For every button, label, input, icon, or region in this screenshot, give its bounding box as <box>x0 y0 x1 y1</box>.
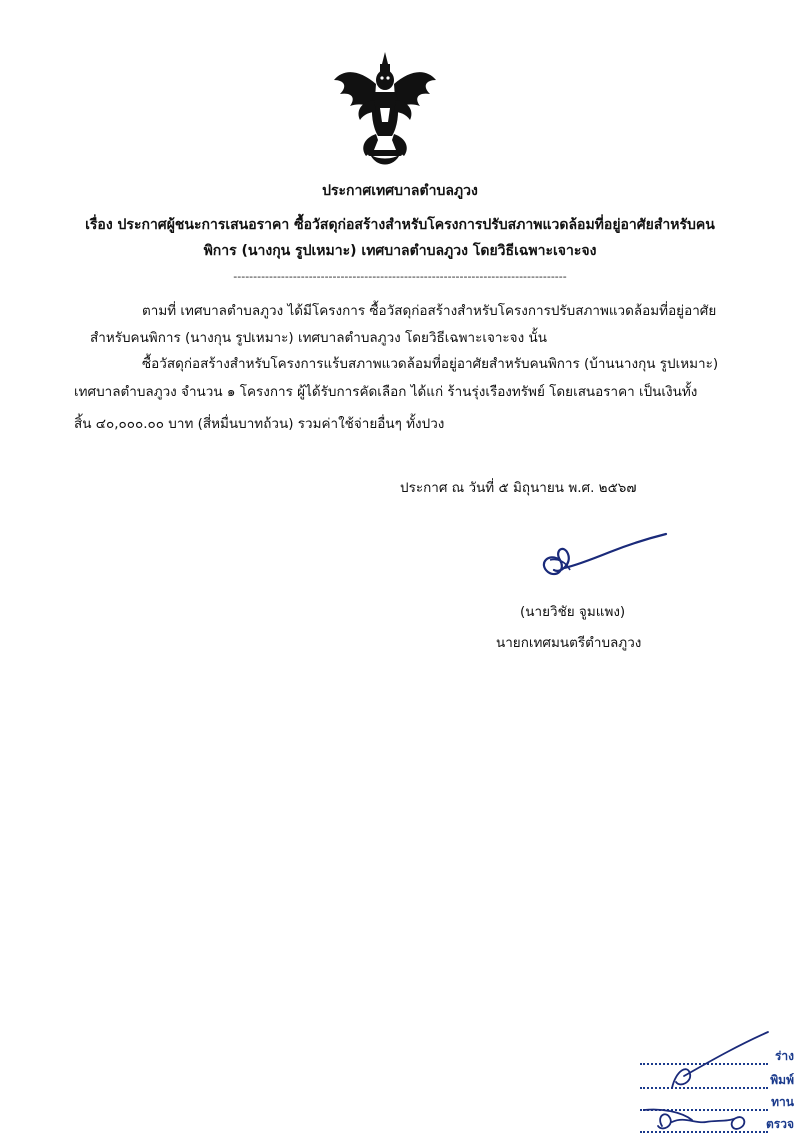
paragraph-2-line-3: สิ้น ๔๐,๐๐๐.๐๐ บาท (สี่หมื่นบาทถ้วน) รวมค่าใช้จ่ายอื่นๆ ทั้งปวง <box>74 416 445 432</box>
stamp-label-draft: ร่าง <box>774 1049 794 1063</box>
stamp-dotted-line <box>640 1063 768 1065</box>
stamp-label-checked: ตรวจ <box>765 1117 794 1131</box>
subject-line-1: เรื่อง ประกาศผู้ชนะการเสนอราคา ซื้อวัสดุก่อสร้างสำหรับโครงการปรับสภาพแวดล้อมที่อยู่อาศัยสำหรับคน <box>85 217 715 233</box>
stamp-row-draft <box>632 1048 800 1068</box>
signer-name: (นายวิชัย จูมแพง) <box>520 604 626 620</box>
garuda-emblem-icon <box>330 50 440 168</box>
paragraph-2-line-2: เทศบาลตำบลภูวง จำนวน ๑ โครงการ ผู้ได้รับการคัดเลือก ได้แก่ ร้านรุ่งเรืองทรัพย์ โดยเสนอราคา เป็นเงินทั้ง <box>74 384 698 400</box>
stamp-row-proofread <box>632 1094 800 1114</box>
mayor-signature <box>530 530 670 586</box>
document-title: ประกาศเทศบาลตำบลภูวง <box>322 183 478 199</box>
announcement-date: ประกาศ ณ วันที่ ๕ มิถุนายน พ.ศ. ๒๕๖๗ <box>400 480 637 496</box>
stamp-label-proofread: ทาน <box>771 1095 794 1109</box>
subject-line-2: พิการ (นางกุน รูปเหมาะ) เทศบาลตำบลภูวง โดยวิธีเฉพาะเจาะจง <box>203 243 597 259</box>
stamp-row-checked <box>632 1116 800 1136</box>
stamp-dotted-line <box>640 1087 768 1089</box>
approval-stamp <box>632 1030 800 1139</box>
paragraph-2-line-1: ซื้อวัสดุก่อสร้างสำหรับโครงการแร้บสภาพแวดล้อมที่อยู่อาศัยสำหรับคนพิการ (บ้านนางกุน รูปเหมาะ) <box>142 356 719 372</box>
stamp-dotted-line <box>640 1109 768 1111</box>
stamp-row-typed <box>632 1072 800 1092</box>
separator-rule: ------------------------------------------------------------------------------------ <box>233 270 567 283</box>
stamp-dotted-line <box>640 1131 768 1133</box>
paragraph-1-line-1: ตามที่ เทศบาลตำบลภูวง ได้มีโครงการ ซื้อวัสดุก่อสร้างสำหรับโครงการปรับสภาพแวดล้อมที่อยู่อาศัย <box>142 303 717 319</box>
stamp-label-typed: พิมพ์ <box>770 1073 794 1087</box>
paragraph-1-line-2: สำหรับคนพิการ (นางกุน รูปเหมาะ) เทศบาลตำบลภูวง โดยวิธีเฉพาะเจาะจง นั้น <box>90 330 547 346</box>
signer-position: นายกเทศมนตรีตำบลภูวง <box>496 635 642 651</box>
